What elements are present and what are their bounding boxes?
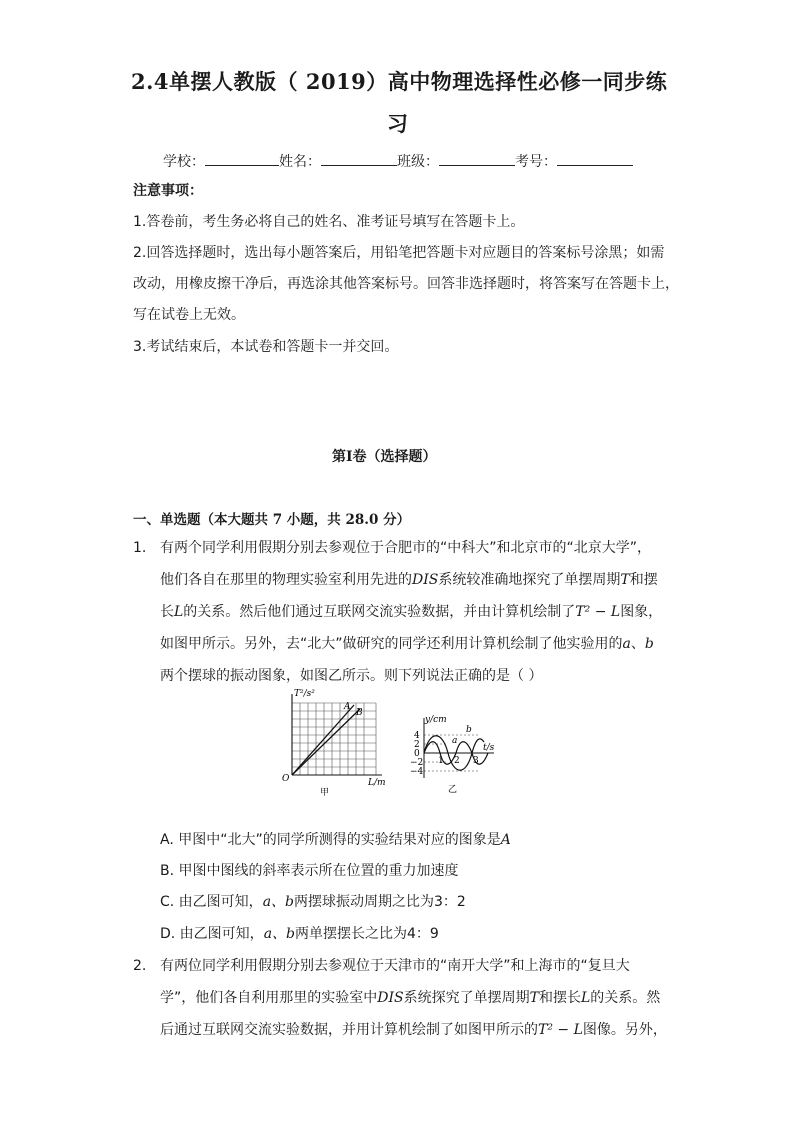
line-a-label: A: [344, 702, 351, 712]
text-segment: 、: [630, 636, 645, 652]
x-tick-1: 1: [438, 756, 444, 766]
x-tick-2: 2: [454, 756, 460, 766]
name-field[interactable]: [321, 152, 397, 166]
y-tick-neg4: −4: [410, 767, 424, 777]
math-t2-l: T² − L: [575, 604, 621, 620]
wave-a-label: a: [452, 736, 458, 746]
part-heading: 一、单选题（本大题共 7 小题，共 28.0 分）: [133, 512, 411, 528]
math-a-upper: A: [500, 832, 511, 848]
question-2-line-1: 有两位同学利用假期分别去参观位于天津市的“南开大学”和上海市的“复旦大: [160, 958, 630, 974]
math-l: L: [174, 604, 184, 620]
school-label: 学校：: [163, 154, 205, 170]
math-l: L: [580, 990, 591, 1006]
question-1-line-1: 有两个同学利用假期分别去参观位于合肥市的“中科大”和北京市的“北京大学”，: [160, 540, 652, 556]
question-1-line-2: [160, 572, 658, 588]
question-1-number: 1.: [133, 540, 147, 556]
y-axis-label: y/cm: [425, 715, 447, 725]
math-t: T: [529, 990, 539, 1006]
x-axis-label: L/m: [368, 778, 386, 788]
name-label: 姓名：: [279, 154, 321, 170]
option-d-text: D. 由乙图可知，: [160, 926, 264, 942]
wave-b-label: b: [466, 725, 472, 735]
t-axis-label: t/s: [483, 743, 495, 753]
text-segment: 后通过互联网交流实验数据，并用计算机绘制了如图甲所示的: [160, 1022, 538, 1038]
math-ab: a、b: [263, 926, 295, 942]
number-label: 考号：: [515, 154, 557, 170]
question-2-number: 2.: [133, 958, 147, 974]
school-field[interactable]: [205, 152, 279, 166]
math-t: T: [620, 572, 630, 588]
text-segment: 他们各自在那里的物理实验室利用先进的: [160, 572, 412, 588]
math-b: b: [644, 636, 654, 652]
y-tick-4: 4: [414, 731, 420, 741]
page-title: 2.4单摆人教版（ 2019）高中物理选择性必修一同步练: [131, 69, 668, 94]
option-c[interactable]: [160, 894, 466, 910]
figure-jia-caption: 甲: [320, 788, 330, 798]
y-tick-neg2: −2: [410, 758, 424, 768]
section-title: 第I卷（选择题）: [332, 449, 437, 465]
x-tick-3: 3: [473, 756, 479, 766]
figure-yi: [408, 712, 496, 796]
math-dis: DIS: [412, 572, 439, 588]
math-t2-l: T² − L: [538, 1022, 583, 1038]
notice-item-3: 3.考试结束后，本试卷和答题卡一并交回。: [133, 339, 399, 355]
text-segment: 系统较准确地探究了单摆周期: [438, 572, 621, 588]
class-label: 班级：: [397, 154, 439, 170]
figure-jia: [278, 688, 386, 798]
math-dis: DIS: [377, 990, 404, 1006]
y-tick-2: 2: [414, 740, 420, 750]
figure-yi-caption: 乙: [448, 785, 458, 795]
text-segment: 图象，: [620, 604, 663, 620]
text-segment: 和摆长: [538, 990, 581, 1006]
option-c-text-2: 两摆球振动周期之比为3：2: [294, 894, 466, 910]
option-a[interactable]: [160, 832, 511, 848]
question-2-line-2: [160, 990, 660, 1006]
y-axis-label: T²/s²: [294, 689, 315, 699]
option-d[interactable]: [160, 926, 439, 942]
question-1-line-3: [160, 604, 662, 620]
grid: [292, 703, 376, 775]
notice-item-2-line-1: 2.回答选择题时，选出每小题答案后，用铅笔把答题卡对应题目的答案标号涂黑；如需: [133, 245, 665, 261]
page-title-continued: 习: [387, 111, 409, 136]
math-a: a: [622, 636, 631, 652]
student-info-row: [163, 152, 633, 170]
option-b[interactable]: B. 甲图中图线的斜率表示所在位置的重力加速度: [160, 863, 459, 879]
question-1-line-5: 两个摆球的振动图象，如图乙所示。则下列说法正确的是（ ）: [160, 668, 543, 684]
text-segment: 图像。另外，: [582, 1022, 667, 1038]
notice-item-2-line-2: 改动，用橡皮擦干净后，再选涂其他答案标号。回答非选择题时，将答案写在答题卡上，: [133, 276, 679, 292]
line-b-label: B: [356, 708, 363, 718]
option-d-text-2: 两单摆摆长之比为4：9: [295, 926, 439, 942]
notice-item-2-line-3: 写在试卷上无效。: [133, 307, 245, 323]
number-field[interactable]: [557, 152, 633, 166]
option-c-text: C. 由乙图可知，: [160, 894, 263, 910]
text-segment: 的关系。然后他们通过互联网交流实验数据，并由计算机绘制了: [183, 604, 576, 620]
line-a: [292, 705, 354, 775]
text-segment: 系统探究了单摆周期: [403, 990, 530, 1006]
notice-heading: 注意事项：: [133, 183, 203, 199]
notice-item-1: 1.答卷前，考生务必将自己的姓名、准考证号填写在答题卡上。: [133, 214, 525, 230]
y-tick-0: 0: [414, 749, 420, 759]
option-a-text: A. 甲图中“北大”的同学所测得的实验结果对应的图象是: [160, 832, 501, 848]
text-segment: 如图甲所示。另外，去“北大”做研究的同学还利用计算机绘制了他实验用的: [160, 636, 623, 652]
class-field[interactable]: [439, 152, 515, 166]
text-segment: 和摆: [629, 572, 658, 588]
question-2-line-3: [160, 1022, 667, 1038]
text-segment: 学”，他们各自利用那里的实验室中: [160, 990, 378, 1006]
question-1-line-4: [160, 636, 654, 652]
math-ab: a、b: [262, 894, 294, 910]
text-segment: 的关系。然: [590, 990, 661, 1006]
origin-label: O: [282, 774, 290, 784]
text-segment: 长: [160, 604, 174, 620]
